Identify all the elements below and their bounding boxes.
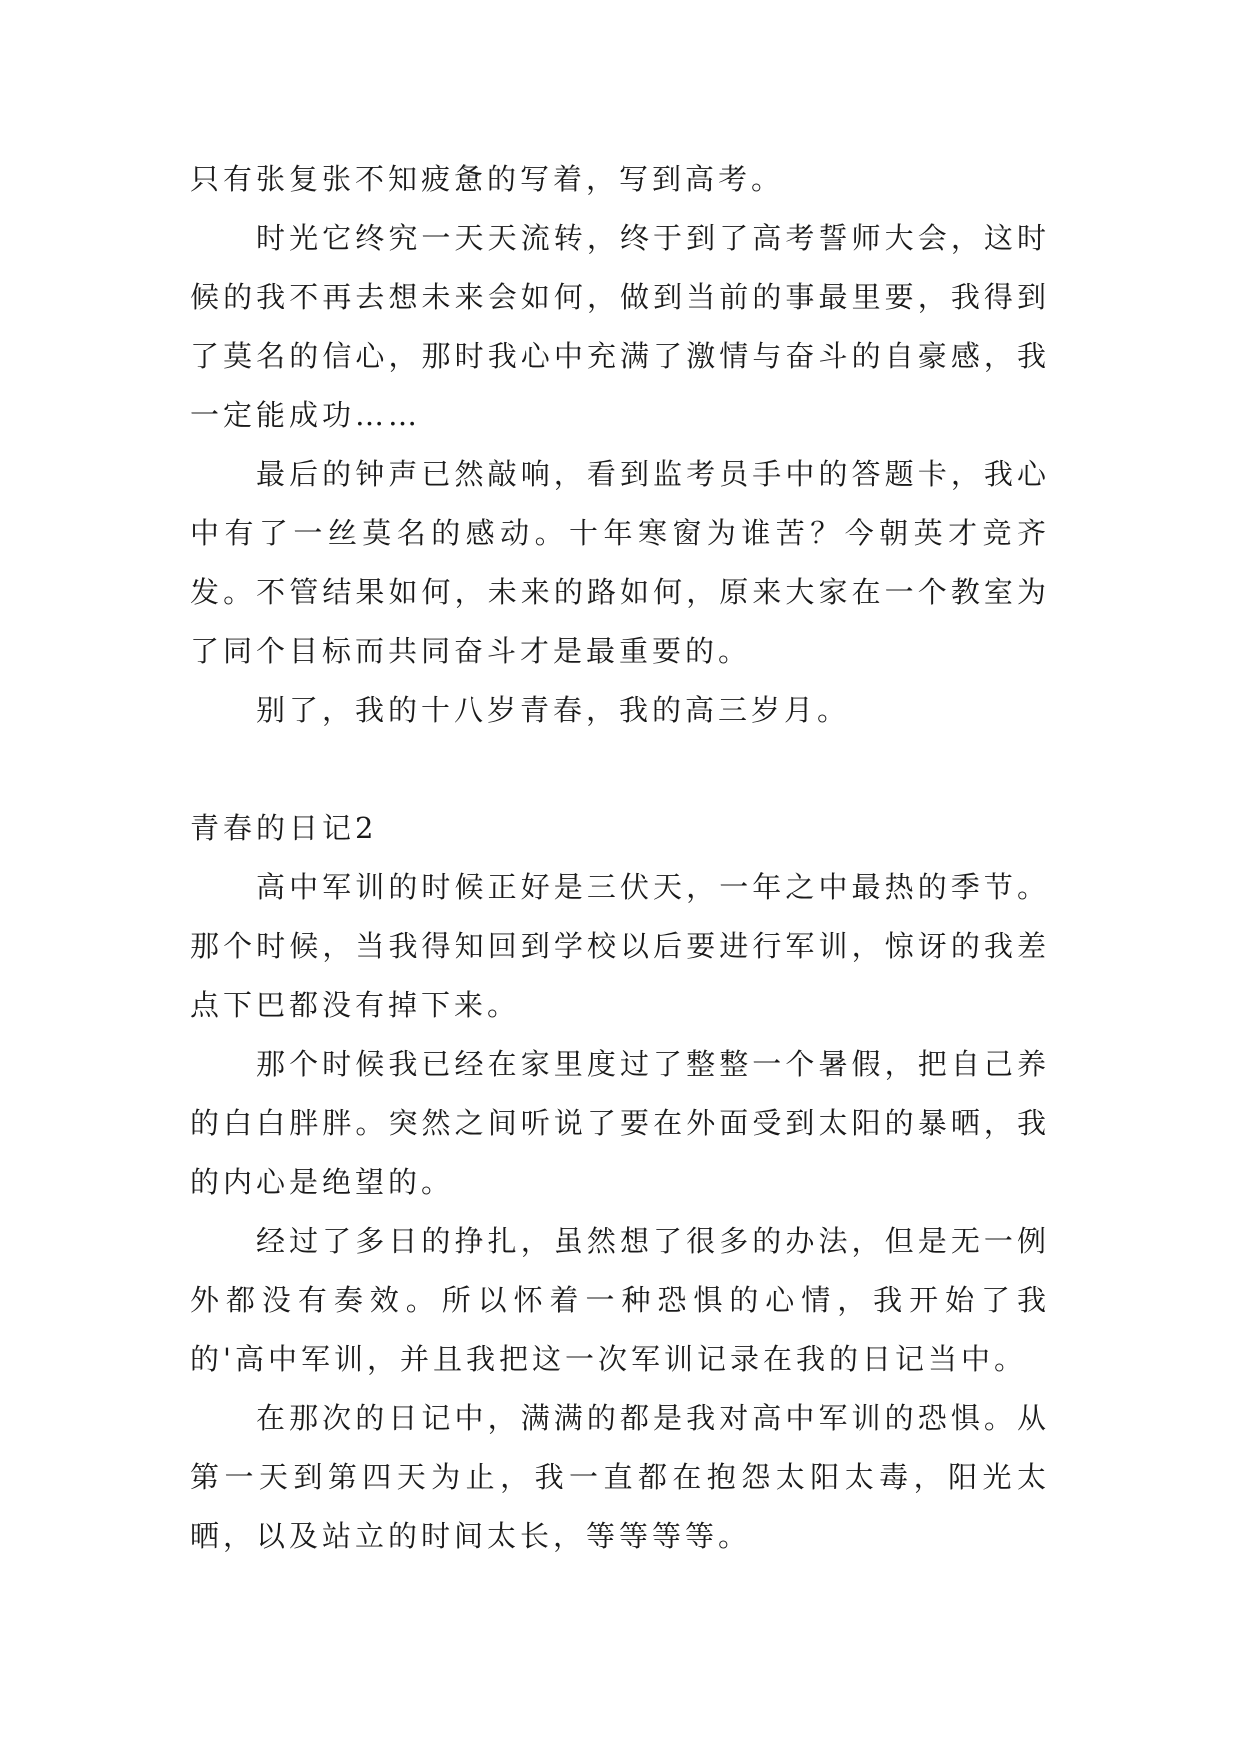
- document-body: [190, 150, 1050, 1566]
- section-title: 青春的日记2: [190, 811, 378, 845]
- paragraph: 那个时候我已经在家里度过了整整一个暑假，把自己养的白白胖胖。突然之间听说了要在外面受到太阳的暴晒，我的内心是绝望的。: [190, 1047, 1050, 1199]
- paragraph: 时光它终究一天天流转，终于到了高考誓师大会，这时候的我不再去想未来会如何，做到当前的事最里要，我得到了莫名的信心，那时我心中充满了激情与奋斗的自豪感，我一定能成功……: [190, 221, 1050, 432]
- paragraph: 在那次的日记中，满满的都是我对高中军训的恐惧。从第一天到第四天为止，我一直都在抱怨太阳太毒，阳光太晒，以及站立的时间太长，等等等等。: [190, 1401, 1050, 1553]
- paragraph: 别了，我的十八岁青春，我的高三岁月。: [256, 693, 851, 727]
- paragraph-continued: 只有张复张不知疲惫的写着，写到高考。: [190, 162, 785, 196]
- section-spacer: [190, 740, 1050, 799]
- paragraph: 高中军训的时候正好是三伏天，一年之中最热的季节。那个时候，当我得知回到学校以后要进行军训，惊讶的我差点下巴都没有掉下来。: [190, 870, 1050, 1022]
- paragraph: 最后的钟声已然敲响，看到监考员手中的答题卡，我心中有了一丝莫名的感动。十年寒窗为谁苦？今朝英才竞齐发。不管结果如何，未来的路如何，原来大家在一个教室为了同个目标而共同奋斗才是最重要的。: [190, 457, 1050, 668]
- paragraph: 经过了多日的挣扎，虽然想了很多的办法，但是无一例外都没有奏效。所以怀着一种恐惧的心情，我开始了我的'高中军训，并且我把这一次军训记录在我的日记当中。: [190, 1224, 1050, 1376]
